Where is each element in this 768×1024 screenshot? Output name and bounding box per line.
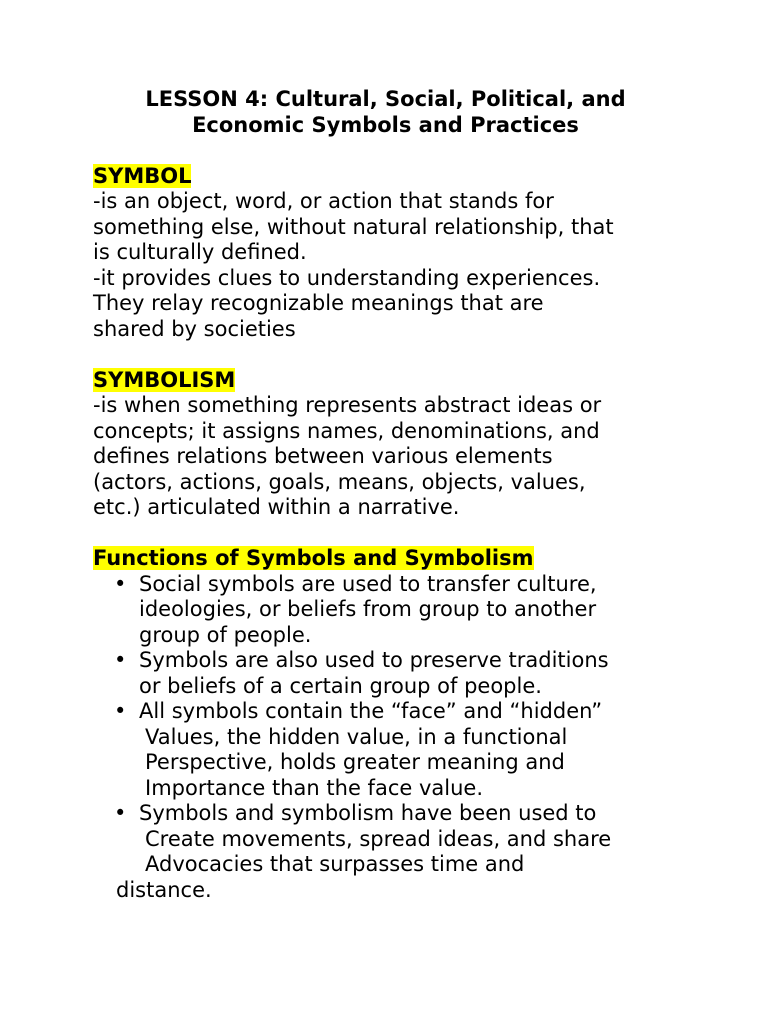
paragraph-line: defines relations between various elements — [93, 444, 553, 468]
list-item — [93, 648, 678, 699]
functions-list — [93, 572, 678, 904]
paragraph-line: concepts; it assigns names, denominations, and — [93, 418, 600, 443]
bullet-icon: • — [114, 648, 127, 672]
paragraph-line: is culturally defined. — [93, 240, 307, 264]
list-item-line: distance. — [116, 877, 212, 902]
list-item — [93, 699, 678, 801]
section-heading-symbol — [93, 164, 678, 190]
paragraph-line: They relay recognizable meanings that are — [93, 291, 544, 315]
list-item-line: Perspective, holds greater meaning and — [145, 750, 565, 774]
paragraph-line: etc.) articulated within a narrative. — [93, 495, 460, 519]
bullet-icon: • — [114, 801, 127, 825]
paragraph-line: -is an object, word, or action that stands for — [93, 189, 554, 213]
list-item-line: All symbols contain the “face” and “hidden” — [139, 699, 603, 723]
list-item-line: Create movements, spread ideas, and share — [145, 826, 612, 851]
bullet-icon: • — [114, 571, 127, 596]
title-line-2: Economic Symbols and Practices — [192, 112, 579, 137]
list-item-line: Importance than the face value. — [145, 775, 483, 800]
list-item-line: group of people. — [139, 622, 312, 647]
title-line-1: LESSON 4: Cultural, Social, Political, and — [145, 87, 626, 111]
section-symbolism — [93, 368, 678, 521]
highlight: SYMBOL — [93, 163, 192, 188]
paragraph-line: shared by societies — [93, 316, 296, 341]
list-item-line: ideologies, or beliefs from group to another — [139, 597, 597, 621]
list-item-line: Symbols are also used to preserve traditions — [139, 648, 609, 672]
list-item — [93, 572, 678, 649]
section-heading-symbolism — [93, 368, 678, 394]
spacer — [93, 521, 678, 547]
list-item-line: Values, the hidden value, in a functional — [145, 724, 568, 749]
spacer — [93, 138, 678, 164]
paragraph-line: (actors, actions, goals, means, objects, values, — [93, 469, 586, 494]
highlight: SYMBOLISM — [93, 367, 236, 392]
paragraph-line: -it provides clues to understanding experiences. — [93, 265, 601, 290]
section-heading-functions — [93, 546, 678, 572]
bullet-icon: • — [114, 699, 127, 723]
list-item-line: Advocacies that surpasses time and — [145, 852, 525, 876]
document-title — [83, 87, 688, 138]
list-item — [93, 801, 678, 903]
section-functions — [93, 546, 678, 903]
paragraph-line: -is when something represents abstract ideas or — [93, 393, 602, 417]
highlight: Functions of Symbols and Symbolism — [93, 546, 534, 570]
list-item-line: Symbols and symbolism have been used to — [139, 801, 597, 825]
list-item-line: Social symbols are used to transfer culture, — [139, 571, 597, 596]
spacer — [93, 342, 678, 368]
paragraph-line: something else, without natural relationship, that — [93, 214, 614, 239]
document-page — [93, 87, 678, 903]
section-symbol — [93, 164, 678, 343]
list-item-line: or beliefs of a certain group of people. — [139, 673, 542, 698]
